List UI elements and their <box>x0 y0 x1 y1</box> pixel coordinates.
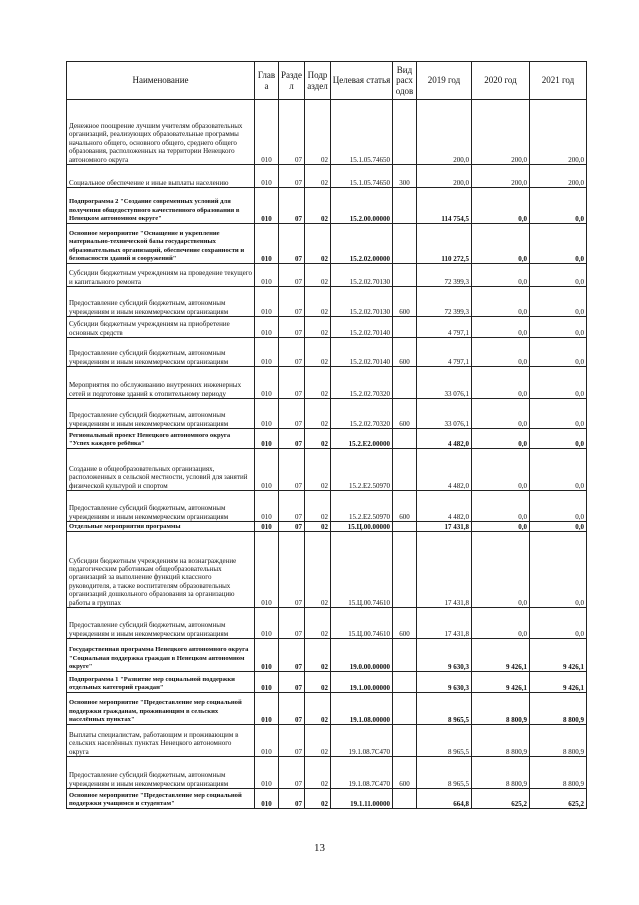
cell-podrazdel: 02 <box>305 317 331 338</box>
cell-2019: 17 431,8 <box>417 608 472 639</box>
cell-target: 15.2.02.70320 <box>331 367 393 399</box>
table-row <box>67 429 587 449</box>
cell-name: Создание в общеобразовательных организациях, расположенных в сельской местности, условий для занятий физической культурой и спортом <box>67 449 255 491</box>
cell-target: 15.1.05.74650 <box>331 165 393 188</box>
cell-target: 19.1.08.7C470 <box>331 757 393 789</box>
cell-2021: 0,0 <box>530 224 587 264</box>
cell-2019: 9 630,3 <box>417 672 472 693</box>
cell-vid <box>393 522 417 532</box>
cell-vid <box>393 317 417 338</box>
cell-name: Предоставление субсидий бюджетным, автономным учреждениям и иным некоммерческим организациям <box>67 287 255 317</box>
cell-razdel: 07 <box>279 188 305 224</box>
cell-2019: 4 482,0 <box>417 449 472 491</box>
cell-podrazdel: 02 <box>305 693 331 725</box>
cell-glava: 010 <box>255 188 279 224</box>
cell-2019: 4 482,0 <box>417 491 472 522</box>
cell-name: Выплаты специалистам, работающим и проживающим в сельских населённых пунктах Ненецкого автономного округа <box>67 725 255 757</box>
cell-2020: 0,0 <box>472 429 530 449</box>
cell-podrazdel: 02 <box>305 639 331 672</box>
cell-podrazdel: 02 <box>305 338 331 367</box>
cell-target: 19.1.00.00000 <box>331 672 393 693</box>
cell-glava: 010 <box>255 639 279 672</box>
cell-podrazdel: 02 <box>305 429 331 449</box>
cell-2021: 0,0 <box>530 367 587 399</box>
cell-2019: 17 431,8 <box>417 532 472 608</box>
table-body <box>67 100 587 809</box>
cell-target: 19.0.00.00000 <box>331 639 393 672</box>
cell-2020: 9 426,1 <box>472 639 530 672</box>
cell-name: Субсидии бюджетным учреждениям на проведение текущего и капитального ремонта <box>67 264 255 287</box>
cell-razdel: 07 <box>279 224 305 264</box>
cell-vid: 600 <box>393 608 417 639</box>
cell-glava: 010 <box>255 491 279 522</box>
cell-vid <box>393 224 417 264</box>
table-row <box>67 264 587 287</box>
cell-2020: 0,0 <box>472 287 530 317</box>
table-row <box>67 672 587 693</box>
cell-target: 15.2.02.70140 <box>331 338 393 367</box>
cell-target: 15.2.02.70130 <box>331 264 393 287</box>
cell-podrazdel: 02 <box>305 608 331 639</box>
cell-razdel: 07 <box>279 338 305 367</box>
cell-razdel: 07 <box>279 399 305 429</box>
cell-name: Субсидии бюджетным учреждениям на приобретение основных средств <box>67 317 255 338</box>
cell-razdel: 07 <box>279 532 305 608</box>
cell-name: Региональный проект Ненецкого автономного округа "Успех каждого ребёнка" <box>67 429 255 449</box>
cell-2021: 200,0 <box>530 100 587 165</box>
cell-vid <box>393 532 417 608</box>
cell-vid <box>393 789 417 809</box>
cell-podrazdel: 02 <box>305 188 331 224</box>
cell-2020: 0,0 <box>472 491 530 522</box>
col-header-2019: 2019 год <box>417 62 472 100</box>
cell-podrazdel: 02 <box>305 264 331 287</box>
cell-vid <box>393 188 417 224</box>
cell-vid: 600 <box>393 287 417 317</box>
cell-name: Отдельные мероприятия программы <box>67 522 255 532</box>
cell-name: Социальное обеспечение и иные выплаты населению <box>67 165 255 188</box>
cell-2021: 625,2 <box>530 789 587 809</box>
cell-target: 15.2.E2.50970 <box>331 449 393 491</box>
cell-name: Субсидии бюджетным учреждениям на вознаграждение педагогическим работникам общеобразовательных организаций за выполнение функций классного руководителя, а также воспитателям образовательных организаций дошкольного образования за организацию работы в группах <box>67 532 255 608</box>
table-row <box>67 789 587 809</box>
cell-razdel: 07 <box>279 522 305 532</box>
cell-2019: 4 797,1 <box>417 317 472 338</box>
table-row <box>67 338 587 367</box>
col-header-glava: Глав а <box>255 62 279 100</box>
cell-2020: 8 800,9 <box>472 757 530 789</box>
cell-razdel: 07 <box>279 165 305 188</box>
table-header-row <box>67 62 587 100</box>
cell-name: Основное мероприятие "Оснащение и укрепление материально-технической базы государственных образовательных организаций, обеспечение сохранности и безопасности зданий и сооружений" <box>67 224 255 264</box>
table-row <box>67 449 587 491</box>
cell-podrazdel: 02 <box>305 287 331 317</box>
cell-target: 15.2.00.00000 <box>331 188 393 224</box>
cell-name: Подпрограмма 2 "Создание современных условий для получения общедоступного качественного образования в Ненецком автономном округе" <box>67 188 255 224</box>
cell-glava: 010 <box>255 264 279 287</box>
cell-vid <box>393 100 417 165</box>
cell-2019: 8 965,5 <box>417 757 472 789</box>
cell-podrazdel: 02 <box>305 449 331 491</box>
budget-table-container <box>66 61 586 809</box>
cell-glava: 010 <box>255 165 279 188</box>
cell-vid: 300 <box>393 165 417 188</box>
cell-glava: 010 <box>255 367 279 399</box>
cell-2020: 0,0 <box>472 449 530 491</box>
cell-podrazdel: 02 <box>305 224 331 264</box>
cell-2019: 72 399,3 <box>417 264 472 287</box>
cell-glava: 010 <box>255 608 279 639</box>
cell-razdel: 07 <box>279 317 305 338</box>
cell-2021: 8 800,9 <box>530 757 587 789</box>
cell-2021: 9 426,1 <box>530 639 587 672</box>
cell-target: 15.Ц.00.74610 <box>331 608 393 639</box>
col-header-vid: Вид расх одов <box>393 62 417 100</box>
cell-2019: 72 399,3 <box>417 287 472 317</box>
cell-vid <box>393 639 417 672</box>
cell-2020: 0,0 <box>472 188 530 224</box>
cell-target: 15.Ц.00.74610 <box>331 532 393 608</box>
cell-name: Предоставление субсидий бюджетным, автономным учреждениям и иным некоммерческим организациям <box>67 399 255 429</box>
cell-podrazdel: 02 <box>305 522 331 532</box>
cell-name: Государственная программа Ненецкого автономного округа "Социальная поддержка граждан в Ненецком автономном округе" <box>67 639 255 672</box>
cell-2020: 0,0 <box>472 532 530 608</box>
cell-target: 15.Ц.00.00000 <box>331 522 393 532</box>
cell-vid <box>393 264 417 287</box>
col-header-2020: 2020 год <box>472 62 530 100</box>
cell-2019: 33 076,1 <box>417 367 472 399</box>
cell-razdel: 07 <box>279 672 305 693</box>
col-header-name: Наименование <box>67 62 255 100</box>
table-row <box>67 287 587 317</box>
cell-podrazdel: 02 <box>305 165 331 188</box>
cell-podrazdel: 02 <box>305 789 331 809</box>
cell-razdel: 07 <box>279 100 305 165</box>
cell-2020: 0,0 <box>472 317 530 338</box>
cell-podrazdel: 02 <box>305 367 331 399</box>
cell-name: Предоставление субсидий бюджетным, автономным учреждениям и иным некоммерческим организациям <box>67 757 255 789</box>
cell-target: 15.2.02.70140 <box>331 317 393 338</box>
cell-2021: 0,0 <box>530 491 587 522</box>
budget-table <box>66 61 587 809</box>
cell-name: Предоставление субсидий бюджетным, автономным учреждениям и иным некоммерческим организациям <box>67 338 255 367</box>
col-header-target: Целевая статья <box>331 62 393 100</box>
cell-2019: 664,8 <box>417 789 472 809</box>
cell-razdel: 07 <box>279 264 305 287</box>
cell-2020: 0,0 <box>472 399 530 429</box>
table-row <box>67 224 587 264</box>
cell-glava: 010 <box>255 224 279 264</box>
cell-podrazdel: 02 <box>305 672 331 693</box>
table-row <box>67 491 587 522</box>
cell-podrazdel: 02 <box>305 532 331 608</box>
cell-glava: 010 <box>255 725 279 757</box>
cell-2021: 0,0 <box>530 287 587 317</box>
cell-name: Предоставление субсидий бюджетным, автономным учреждениям и иным некоммерческим организациям <box>67 491 255 522</box>
cell-2021: 0,0 <box>530 608 587 639</box>
cell-target: 19.1.11.00000 <box>331 789 393 809</box>
cell-vid: 600 <box>393 757 417 789</box>
cell-razdel: 07 <box>279 367 305 399</box>
cell-glava: 010 <box>255 399 279 429</box>
cell-razdel: 07 <box>279 639 305 672</box>
cell-2019: 114 754,5 <box>417 188 472 224</box>
cell-2020: 625,2 <box>472 789 530 809</box>
cell-podrazdel: 02 <box>305 725 331 757</box>
table-row <box>67 317 587 338</box>
cell-vid <box>393 672 417 693</box>
cell-2019: 17 431,8 <box>417 522 472 532</box>
cell-2019: 200,0 <box>417 165 472 188</box>
table-row <box>67 522 587 532</box>
cell-vid <box>393 367 417 399</box>
cell-target: 15.2.02.70130 <box>331 287 393 317</box>
cell-glava: 010 <box>255 693 279 725</box>
cell-razdel: 07 <box>279 693 305 725</box>
cell-2021: 0,0 <box>530 522 587 532</box>
cell-2021: 0,0 <box>530 532 587 608</box>
cell-razdel: 07 <box>279 608 305 639</box>
cell-vid <box>393 429 417 449</box>
cell-podrazdel: 02 <box>305 399 331 429</box>
table-row <box>67 757 587 789</box>
cell-glava: 010 <box>255 789 279 809</box>
table-row <box>67 639 587 672</box>
table-row <box>67 165 587 188</box>
cell-2019: 9 630,3 <box>417 639 472 672</box>
cell-vid <box>393 725 417 757</box>
cell-2020: 200,0 <box>472 165 530 188</box>
table-row <box>67 367 587 399</box>
cell-glava: 010 <box>255 672 279 693</box>
cell-2019: 33 076,1 <box>417 399 472 429</box>
cell-name: Подпрограмма 1 "Развитие мер социальной поддержки отдельных категорий граждан" <box>67 672 255 693</box>
col-header-razdel: Разде л <box>279 62 305 100</box>
cell-podrazdel: 02 <box>305 100 331 165</box>
cell-vid: 600 <box>393 399 417 429</box>
cell-name: Основное мероприятие "Предоставление мер социальной поддержки учащимся и студентам" <box>67 789 255 809</box>
cell-target: 15.1.05.74650 <box>331 100 393 165</box>
cell-glava: 010 <box>255 757 279 789</box>
cell-vid <box>393 449 417 491</box>
cell-2021: 9 426,1 <box>530 672 587 693</box>
cell-2021: 8 800,9 <box>530 693 587 725</box>
cell-vid: 600 <box>393 491 417 522</box>
cell-2021: 0,0 <box>530 264 587 287</box>
cell-razdel: 07 <box>279 429 305 449</box>
cell-target: 19.1.08.00000 <box>331 693 393 725</box>
cell-2021: 0,0 <box>530 429 587 449</box>
cell-2019: 8 965,5 <box>417 693 472 725</box>
cell-2021: 8 800,9 <box>530 725 587 757</box>
cell-2020: 9 426,1 <box>472 672 530 693</box>
cell-razdel: 07 <box>279 449 305 491</box>
cell-target: 19.1.08.7C470 <box>331 725 393 757</box>
table-row <box>67 693 587 725</box>
cell-2020: 0,0 <box>472 338 530 367</box>
cell-razdel: 07 <box>279 725 305 757</box>
cell-razdel: 07 <box>279 789 305 809</box>
cell-glava: 010 <box>255 449 279 491</box>
cell-2021: 0,0 <box>530 188 587 224</box>
cell-target: 15.2.02.70320 <box>331 399 393 429</box>
cell-2021: 200,0 <box>530 165 587 188</box>
cell-2020: 200,0 <box>472 100 530 165</box>
table-row <box>67 100 587 165</box>
cell-razdel: 07 <box>279 491 305 522</box>
cell-target: 15.2.E2.50970 <box>331 491 393 522</box>
cell-2021: 0,0 <box>530 399 587 429</box>
col-header-2021: 2021 год <box>530 62 587 100</box>
table-row <box>67 725 587 757</box>
cell-2021: 0,0 <box>530 449 587 491</box>
cell-2019: 200,0 <box>417 100 472 165</box>
cell-2020: 0,0 <box>472 264 530 287</box>
cell-razdel: 07 <box>279 287 305 317</box>
cell-2020: 8 800,9 <box>472 725 530 757</box>
cell-podrazdel: 02 <box>305 491 331 522</box>
cell-2020: 0,0 <box>472 608 530 639</box>
cell-target: 15.2.E2.00000 <box>331 429 393 449</box>
col-header-podrazdel: Подр аздел <box>305 62 331 100</box>
cell-glava: 010 <box>255 522 279 532</box>
cell-glava: 010 <box>255 287 279 317</box>
cell-glava: 010 <box>255 317 279 338</box>
cell-razdel: 07 <box>279 757 305 789</box>
cell-2020: 0,0 <box>472 224 530 264</box>
table-row <box>67 608 587 639</box>
cell-glava: 010 <box>255 429 279 449</box>
cell-2021: 0,0 <box>530 338 587 367</box>
cell-target: 15.2.02.00000 <box>331 224 393 264</box>
cell-vid <box>393 693 417 725</box>
cell-podrazdel: 02 <box>305 757 331 789</box>
table-row <box>67 188 587 224</box>
cell-2020: 0,0 <box>472 367 530 399</box>
page-number: 13 <box>314 842 325 854</box>
cell-glava: 010 <box>255 100 279 165</box>
cell-name: Предоставление субсидий бюджетным, автономным учреждениям и иным некоммерческим организациям <box>67 608 255 639</box>
cell-2019: 4 797,1 <box>417 338 472 367</box>
cell-2021: 0,0 <box>530 317 587 338</box>
cell-name: Основное мероприятие "Предоставление мер социальной поддержки гражданам, проживающим в сельских населённых пунктах" <box>67 693 255 725</box>
cell-2019: 110 272,5 <box>417 224 472 264</box>
cell-2019: 4 482,0 <box>417 429 472 449</box>
cell-name: Мероприятия по обслуживанию внутренних инженерных сетей и подготовке зданий к отопительному периоду <box>67 367 255 399</box>
table-row <box>67 399 587 429</box>
cell-2020: 0,0 <box>472 522 530 532</box>
cell-2020: 8 800,9 <box>472 693 530 725</box>
cell-name: Денежное поощрение лучшим учителям образовательных организаций, реализующих образовательные программы начального общего, основного общего, среднего общего образования, расположенных на территории Ненецкого автономного округа <box>67 100 255 165</box>
cell-vid: 600 <box>393 338 417 367</box>
cell-glava: 010 <box>255 532 279 608</box>
cell-glava: 010 <box>255 338 279 367</box>
cell-2019: 8 965,5 <box>417 725 472 757</box>
table-row <box>67 532 587 608</box>
